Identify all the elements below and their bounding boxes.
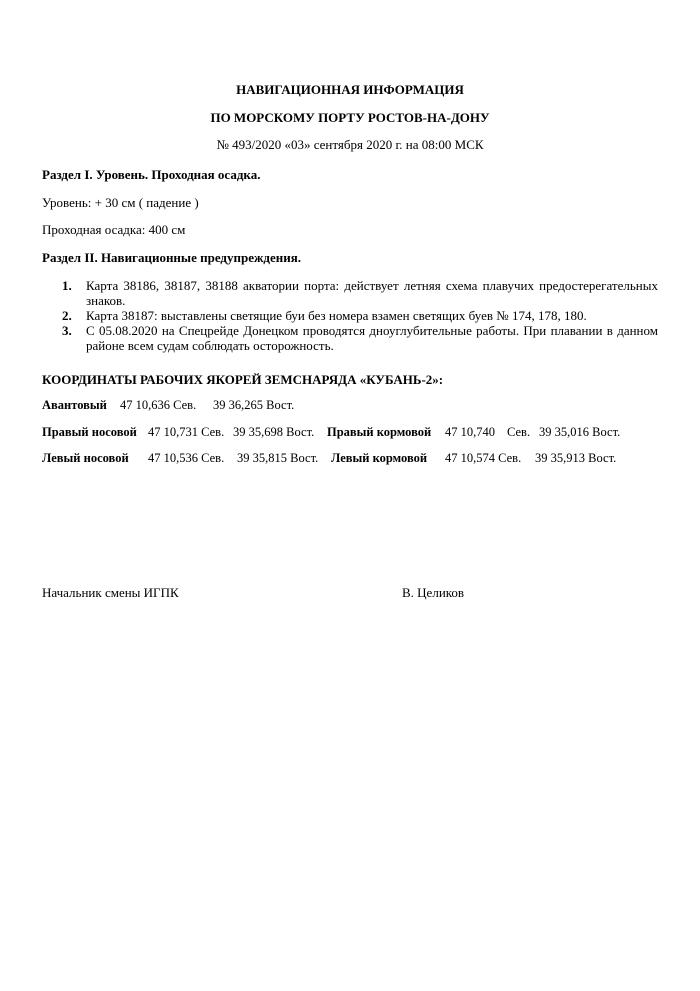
- list-item-text: Карта 38187: выставлены светящие буи без номера взамен светящих буев № 174, 178, 180.: [86, 308, 587, 323]
- anchor-east-right-bow: 39 35,698 Вост.: [233, 425, 315, 439]
- list-item-number: 1.: [62, 278, 72, 293]
- anchor-label-avant: Авантовый: [42, 398, 107, 412]
- section2-heading: Раздел II. Навигационные предупреждения.: [42, 250, 302, 265]
- document-subtitle: ПО МОРСКОМУ ПОРТУ РОСТОВ-НА-ДОНУ: [210, 110, 490, 125]
- water-level: Уровень: + 30 см ( падение ): [42, 195, 199, 210]
- anchor-label-left-bow: Левый носовой: [42, 451, 129, 465]
- section1-heading: Раздел I. Уровень. Проходная осадка.: [42, 167, 261, 182]
- anchor-label-left-stern: Левый кормовой: [331, 451, 428, 465]
- anchor-north-right-stern: 47 10,740: [445, 425, 495, 439]
- list-item-text: С 05.08.2020 на Спецрейде Донецком проводятся дноуглубительные работы. При плавании в данном районе всем судам соблюдать осторожность.: [86, 323, 658, 353]
- document-title: НАВИГАЦИОННАЯ ИНФОРМАЦИЯ: [236, 82, 464, 97]
- anchor-east-left-bow: 39 35,815 Вост.: [237, 451, 319, 465]
- warnings-list: [62, 278, 658, 353]
- list-item-text: Карта 38186, 38187, 38188 акватории порта: действует летняя схема плавучих предостерегательных знаков.: [86, 278, 658, 308]
- list-item-number: 2.: [62, 308, 72, 323]
- signature-name: В. Целиков: [402, 585, 465, 600]
- list-item: [62, 278, 658, 308]
- anchor-label-right-stern: Правый кормовой: [327, 425, 432, 439]
- signature-role: Начальник смены ИГПК: [42, 585, 179, 600]
- coords-heading: КООРДИНАТЫ РАБОЧИХ ЯКОРЕЙ ЗЕМСНАРЯДА «КУБАНЬ-2»:: [42, 372, 444, 387]
- anchor-north-right-bow: 47 10,731 Сев.: [148, 425, 225, 439]
- document-number: № 493/2020 «03» сентября 2020 г. на 08:00 МСК: [216, 137, 484, 152]
- passage-draft: Проходная осадка: 400 см: [42, 222, 186, 237]
- anchor-north-left-stern: 47 10,574 Сев.: [445, 451, 522, 465]
- list-item: [62, 323, 658, 353]
- anchor-east-left-stern: 39 35,913 Вост.: [535, 451, 617, 465]
- anchor-sev-right-stern: Сев.: [507, 425, 531, 439]
- list-item-number: 3.: [62, 323, 72, 338]
- anchor-north-left-bow: 47 10,536 Сев.: [148, 451, 225, 465]
- anchor-north-avant: 47 10,636 Сев.: [120, 398, 197, 412]
- list-item: [62, 308, 658, 323]
- anchor-east-right-stern: 39 35,016 Вост.: [539, 425, 621, 439]
- anchor-label-right-bow: Правый носовой: [42, 425, 137, 439]
- anchor-east-avant: 39 36,265 Вост.: [213, 398, 295, 412]
